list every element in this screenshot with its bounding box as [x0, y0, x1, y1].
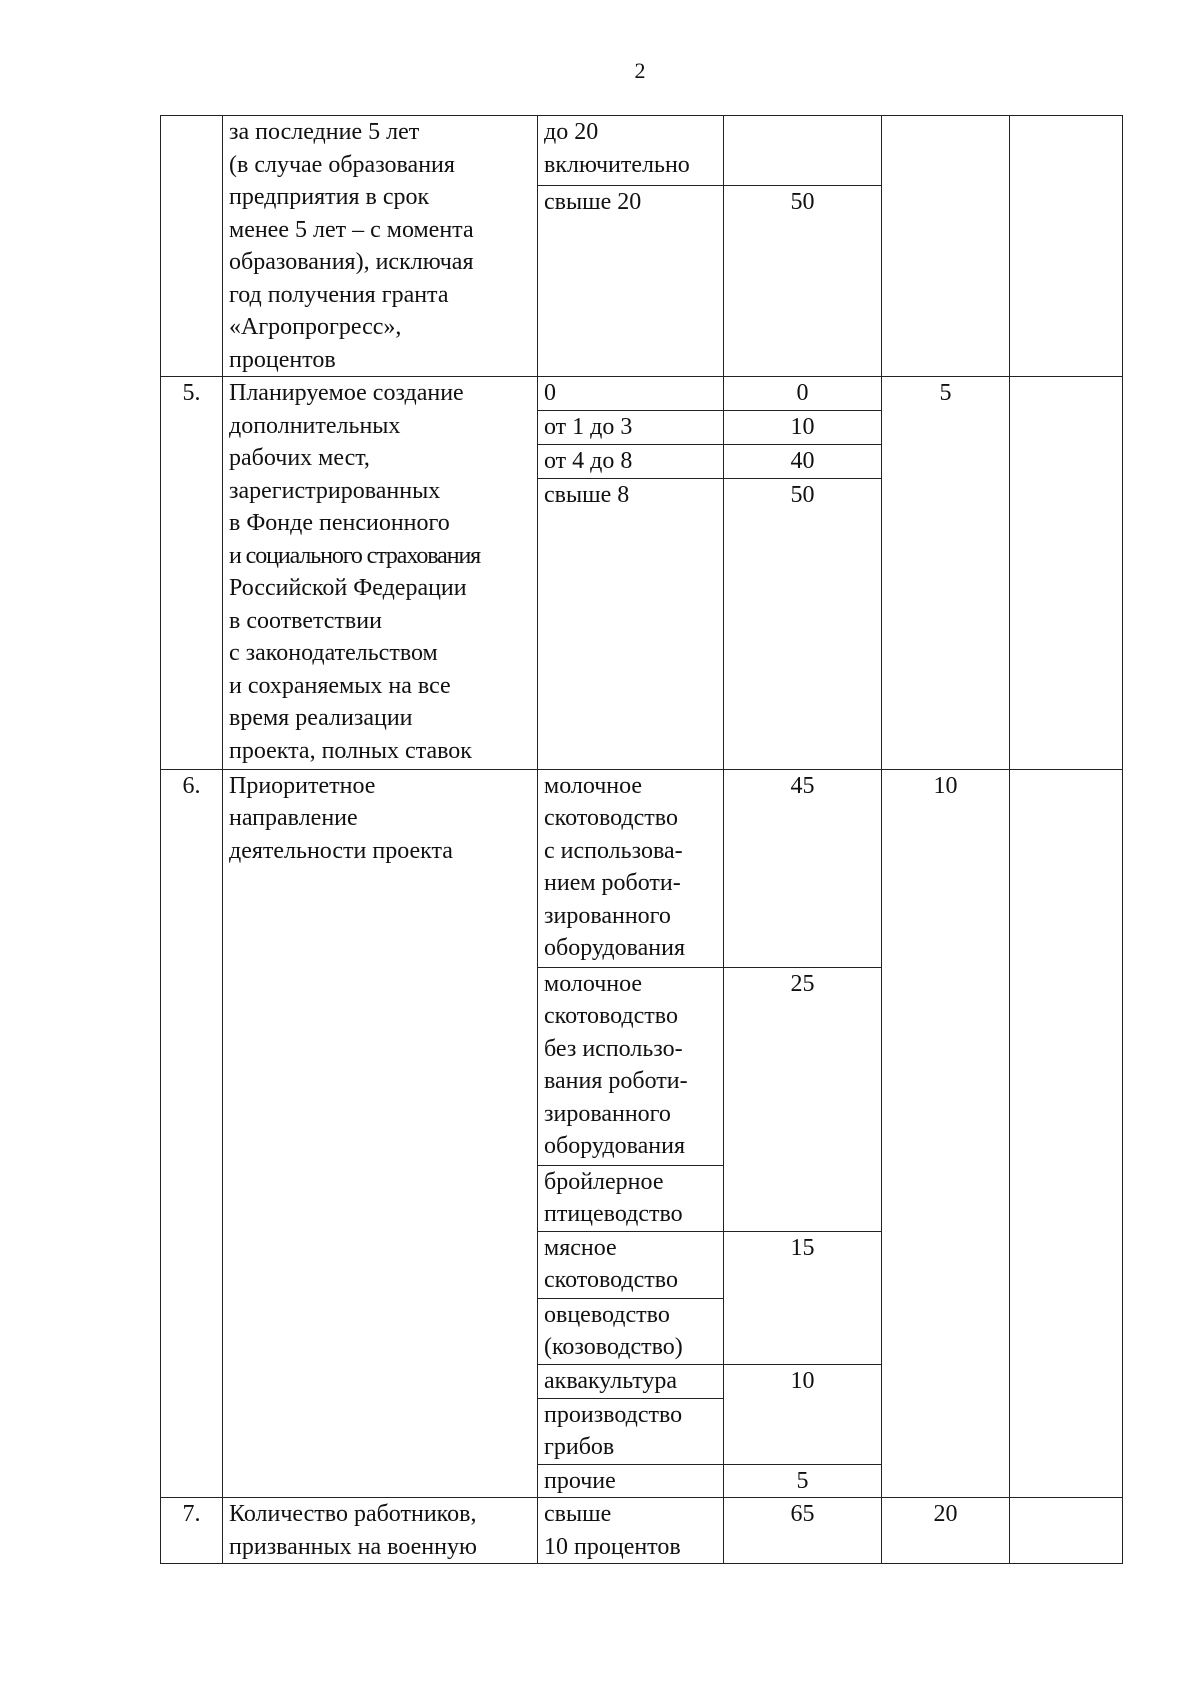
score-cell: 15: [724, 1231, 882, 1364]
criterion-line: с законодательством: [229, 640, 438, 666]
score-cell: 10: [724, 1364, 882, 1464]
score-cell: 65: [724, 1498, 882, 1564]
condition-cell: прочие: [538, 1464, 724, 1498]
score-cell: 50: [724, 185, 882, 376]
score-cell: 25: [724, 967, 882, 1231]
condition-cell: свыше 10 процентов: [538, 1498, 724, 1564]
row-number: 7.: [161, 1498, 223, 1564]
weight-cell: [882, 116, 1010, 377]
table-row: [161, 769, 1123, 967]
score-cell: 5: [724, 1464, 882, 1498]
criterion-line: и сохраняемых на все: [229, 672, 451, 699]
condition-cell: овцеводство (козоводство): [538, 1298, 724, 1364]
condition-cell: производство грибов: [538, 1398, 724, 1464]
page-number: 2: [634, 58, 646, 83]
weight-cell: 10: [882, 769, 1010, 1498]
score-cell: [724, 116, 882, 186]
condition-cell: бройлерное птицеводство: [538, 1165, 724, 1231]
score-cell: 45: [724, 769, 882, 967]
criterion-line: Российской Федерации: [229, 575, 467, 601]
criterion-line: рабочих мест,: [229, 445, 370, 471]
condition-cell: 0: [538, 377, 724, 411]
result-cell: [1010, 377, 1123, 770]
table-row: [161, 1498, 1123, 1564]
condition-cell: свыше 8: [538, 478, 724, 769]
criteria-table: [160, 115, 1123, 1564]
criterion-line: проекта, полных ставок: [229, 737, 472, 764]
condition-cell: свыше 20: [538, 185, 724, 376]
criterion-cell: Приоритетное направление деятельности проекта: [223, 769, 538, 1498]
row-number-cell: [161, 116, 223, 377]
criterion-line: и социального страхования: [229, 542, 481, 569]
criterion-cell: за последние 5 лет (в случае образования предприятия в срок менее 5 лет – с момента образования), исключая год получения гранта «Агропрогресс», процентов: [223, 116, 538, 377]
criterion-line: дополнительных: [229, 412, 401, 439]
weight-cell: 5: [882, 377, 1010, 770]
result-cell: [1010, 769, 1123, 1498]
criterion-line: в соответствии: [229, 607, 382, 634]
condition-cell: молочное скотоводство без использо- вания роботи- зированного оборудования: [538, 967, 724, 1165]
criterion-line: время реализации: [229, 705, 413, 731]
weight-cell: 20: [882, 1498, 1010, 1564]
score-cell: 40: [724, 444, 882, 478]
condition-cell: мясное скотоводство: [538, 1231, 724, 1298]
criterion-cell: Количество работников, призванных на военную: [223, 1498, 538, 1564]
condition-cell: от 1 до 3: [538, 410, 724, 444]
score-cell: 50: [724, 478, 882, 769]
criterion-line: зарегистрированных: [229, 477, 441, 504]
condition-cell: от 4 до 8: [538, 444, 724, 478]
condition-cell: до 20 включительно: [538, 116, 724, 186]
score-cell: 10: [724, 410, 882, 444]
table-row: [161, 377, 1123, 411]
row-number: 5.: [161, 377, 223, 770]
row-number: 6.: [161, 769, 223, 1498]
table-row: [161, 116, 1123, 186]
condition-cell: молочное скотоводство с использова- нием роботи- зированного оборудования: [538, 769, 724, 967]
result-cell: [1010, 116, 1123, 377]
result-cell: [1010, 1498, 1123, 1564]
criterion-cell: [223, 377, 538, 770]
criterion-line: Планируемое создание: [229, 380, 464, 406]
criterion-line: в Фонде пенсионного: [229, 510, 450, 536]
score-cell: 0: [724, 377, 882, 411]
condition-cell: аквакультура: [538, 1364, 724, 1398]
